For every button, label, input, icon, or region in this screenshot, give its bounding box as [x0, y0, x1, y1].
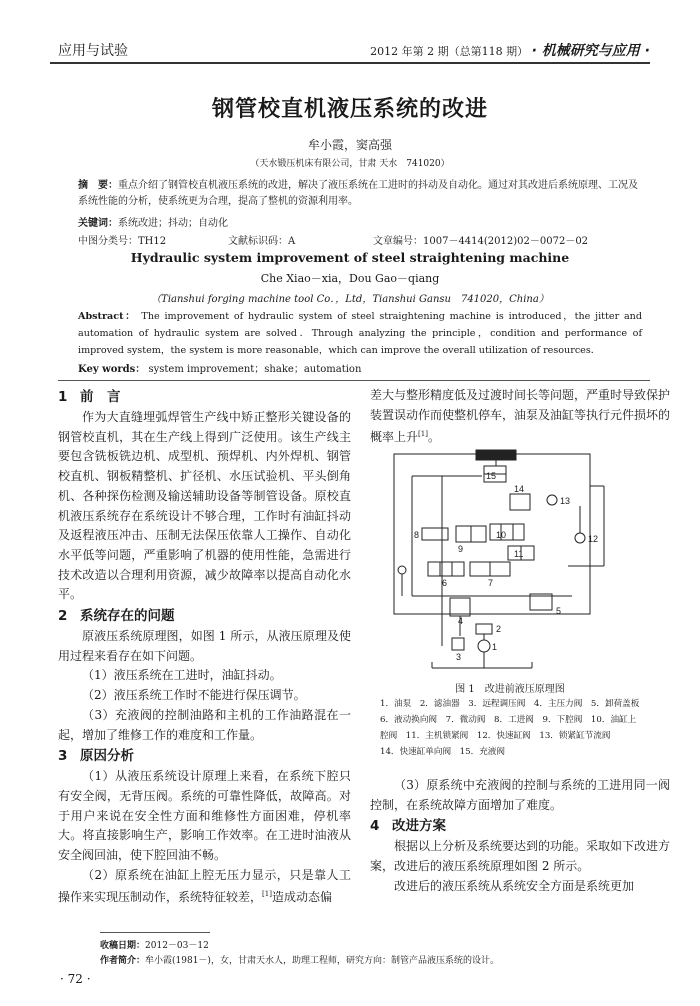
legend-line: 1．油泵 2．滤油器 3．远程调压阀 4．主压力阀 5．卸荷盖板 [380, 699, 640, 709]
hydraulic-schematic-figure [372, 446, 620, 672]
label-2: 2 [496, 624, 502, 634]
label-8: 8 [414, 530, 420, 540]
valve-4 [450, 598, 470, 616]
label-4: 4 [458, 616, 464, 626]
english-title: Hydraulic system improvement of steel straightening machine [130, 250, 570, 265]
section-2-paragraph: 原液压系统原理图，如图 1 所示，从液压原理及使用过程来看存在如下问题。 [58, 629, 351, 663]
section-2-heading: 2 系统存在的问题 [58, 608, 175, 625]
english-abstract-label: Abstract： [78, 311, 137, 322]
english-keywords-text: system improvement；shake；automation [148, 364, 362, 375]
article-number: 文章编号：1007－4414(2012)02－0072－02 [373, 236, 589, 247]
running-header-issue [370, 40, 650, 60]
problem-item-3: （3）充液阀的控制油路和主机的工作油路混在一起，增加了维修工作的难度和工作量。 [58, 707, 351, 742]
label-6: 6 [442, 578, 448, 588]
pressure-gauge [398, 566, 406, 574]
right-column-bottom [370, 776, 670, 897]
problem-item-1: （1）液压系统在工进时，油缸抖动。 [82, 668, 282, 683]
label-10: 10 [496, 530, 507, 540]
label-1: 1 [492, 642, 498, 652]
keywords-cn-text: 系统改进；抖动；自动化 [118, 218, 228, 229]
legend-line: 14．快速缸单向阀 15．充液阀 [380, 747, 505, 757]
figure-legend [380, 696, 648, 760]
document-code: 文献标识码：A [228, 236, 296, 247]
figure-caption: 图 1 改进前液压原理图 [455, 684, 565, 695]
label-12: 12 [588, 534, 599, 544]
english-affiliation: （Tianshui forging machine tool Co．，Ltd，Tianshui Gansu 741020，China） [151, 294, 549, 305]
abstract-cn-label: 摘 要： [78, 180, 118, 191]
section-4-paragraph-2: 改进后的液压系统从系统安全方面是系统更加 [394, 878, 635, 893]
keywords-cn-label: 关键词： [78, 218, 118, 229]
english-abstract-text: The improvement of hydraulic system of steel straightening machine is introduced，the jitter and automation of hydraulic system are solved．Through analyzing the principle，condition and performance of improved system，the system is more reasonable，which can improve the overall utilization of resources． [78, 311, 642, 356]
problem-item-2: （2）液压系统工作时不能进行保压调节。 [82, 688, 306, 703]
left-column [58, 386, 351, 908]
valve-8 [422, 528, 448, 540]
main-cylinder-top [476, 450, 516, 460]
footnote-rule [100, 932, 210, 933]
abstract-cn-text: 重点介绍了钢管校直机液压系统的改进，解决了液压系统在工进时的抖动及自动化。通过对其改进后系统原理、工况及系统性能的分析，使系统更为合理，提高了整机的资源利用率。 [78, 180, 638, 207]
pump-1 [478, 640, 490, 652]
running-header-section: 应用与试验 [58, 43, 128, 59]
legend-line: 腔阀 11．主机锁紧阀 12．快速缸阀 13．锁紧缸节流阀 [380, 731, 611, 741]
label-3: 3 [456, 652, 462, 662]
label-15: 15 [486, 471, 497, 481]
section-3-paragraph-2: （2）原系统在油缸上腔无压力显示，只是靠人工操作来实现压制动作，系统特征较差，[1]造成动态偏 [58, 867, 351, 905]
authors: 牟小霞，窦高强 [307, 138, 392, 152]
author-bio: 作者简介：牟小霞(1981－)，女，甘肃天水人，助理工程师，研究方向：制管产品液压系统的设计。 [100, 956, 499, 966]
label-9: 9 [458, 544, 464, 554]
affiliation: （天水锻压机床有限公司，甘肃 天水 741020） [250, 159, 450, 169]
valve-14 [510, 494, 530, 510]
english-keywords-label: Key words： [78, 364, 146, 375]
valve-13 [547, 495, 557, 505]
label-5: 5 [556, 606, 562, 616]
keywords-cn [78, 214, 228, 229]
section-3-paragraph-1: （1）从液压系统设计原理上来看，在系统下腔只有安全阀，无背压阀。系统的可靠性降低，故障高。对于用户来说在安全性方面和维修性方面困难，停机率大。将直接影响生产，影响工作效率。在工进时油液从安全阀回油，使下腔回油不畅。 [58, 769, 351, 863]
abstract-separator [58, 380, 650, 381]
label-14: 14 [514, 484, 525, 494]
received-date: 收稿日期：2012－03－12 [100, 941, 209, 951]
citation-ref: [1] [262, 890, 272, 899]
problem-3-explanation: （3）原系统中充液阀的控制与系统的工进用同一阀控制，在系统故障方面增加了难度。 [370, 778, 670, 812]
abstract-cn [78, 178, 642, 210]
page-number: · 72 · [60, 972, 91, 986]
label-13: 13 [560, 496, 571, 506]
valve-3 [452, 638, 464, 650]
label-7: 7 [488, 578, 494, 588]
journal-name: · 机械研究与应用 · [531, 43, 650, 59]
classification-line [78, 232, 642, 247]
section-4-heading: 4 改进方案 [370, 818, 446, 835]
english-authors: Che Xiao－xia，Dou Gao－qiang [260, 272, 440, 285]
header-rule [50, 62, 650, 64]
section-1-paragraph: 作为大直缝埋弧焊管生产线中矫正整形关键设备的钢管校直机，其在生产线上得到广泛使用。该生产线主要包含铣板铣边机、成型机、预焊机、内外焊机、钢管校直机、钢板精整机、扩径机、水压试验机、平头倒角机、各种探伤检测及输送辅助设备等制管设备。原校直机液压系统存在系统设计不够合理，工作时有油缸抖动及返程液压冲击、压制无法保压依靠人工操作、自动化水平低等问题，严重影响了机器的使用性能，急需进行技术改造以合理利用资源，减少故障率以提高自动化水平。 [58, 410, 351, 602]
english-abstract [78, 308, 642, 359]
english-keywords [78, 360, 361, 375]
section-1-heading: 1 前 言 [58, 389, 121, 405]
legend-line: 6．液动换向阀 7．微动阀 8．工进阀 9．下腔阀 10．油缸上 [380, 715, 637, 725]
paper-title: 钢管校直机液压系统的改进 [211, 97, 488, 122]
issue-info: 2012 年第 2 期（总第118 期） [370, 45, 529, 58]
filter-2 [476, 624, 492, 634]
clc-number: 中图分类号：TH12 [78, 236, 167, 247]
label-11: 11 [514, 549, 524, 559]
citation-ref: [1] [418, 430, 428, 439]
continued-paragraph: 差大与整形精度低及过渡时间长等问题，严重时导致保护装置误动作而使整机停车，油泵及油缸等执行元件损坏的概率上升[1]。 [370, 388, 671, 445]
right-column-top [370, 386, 670, 448]
valve-6 [428, 562, 464, 576]
section-3-heading: 3 原因分析 [58, 748, 134, 765]
valve-12 [575, 533, 585, 543]
section-4-paragraph-1: 根据以上分析及系统要达到的功能。采取如下改进方案，改进后的液压系统原理如图 2 所示。 [370, 839, 671, 874]
